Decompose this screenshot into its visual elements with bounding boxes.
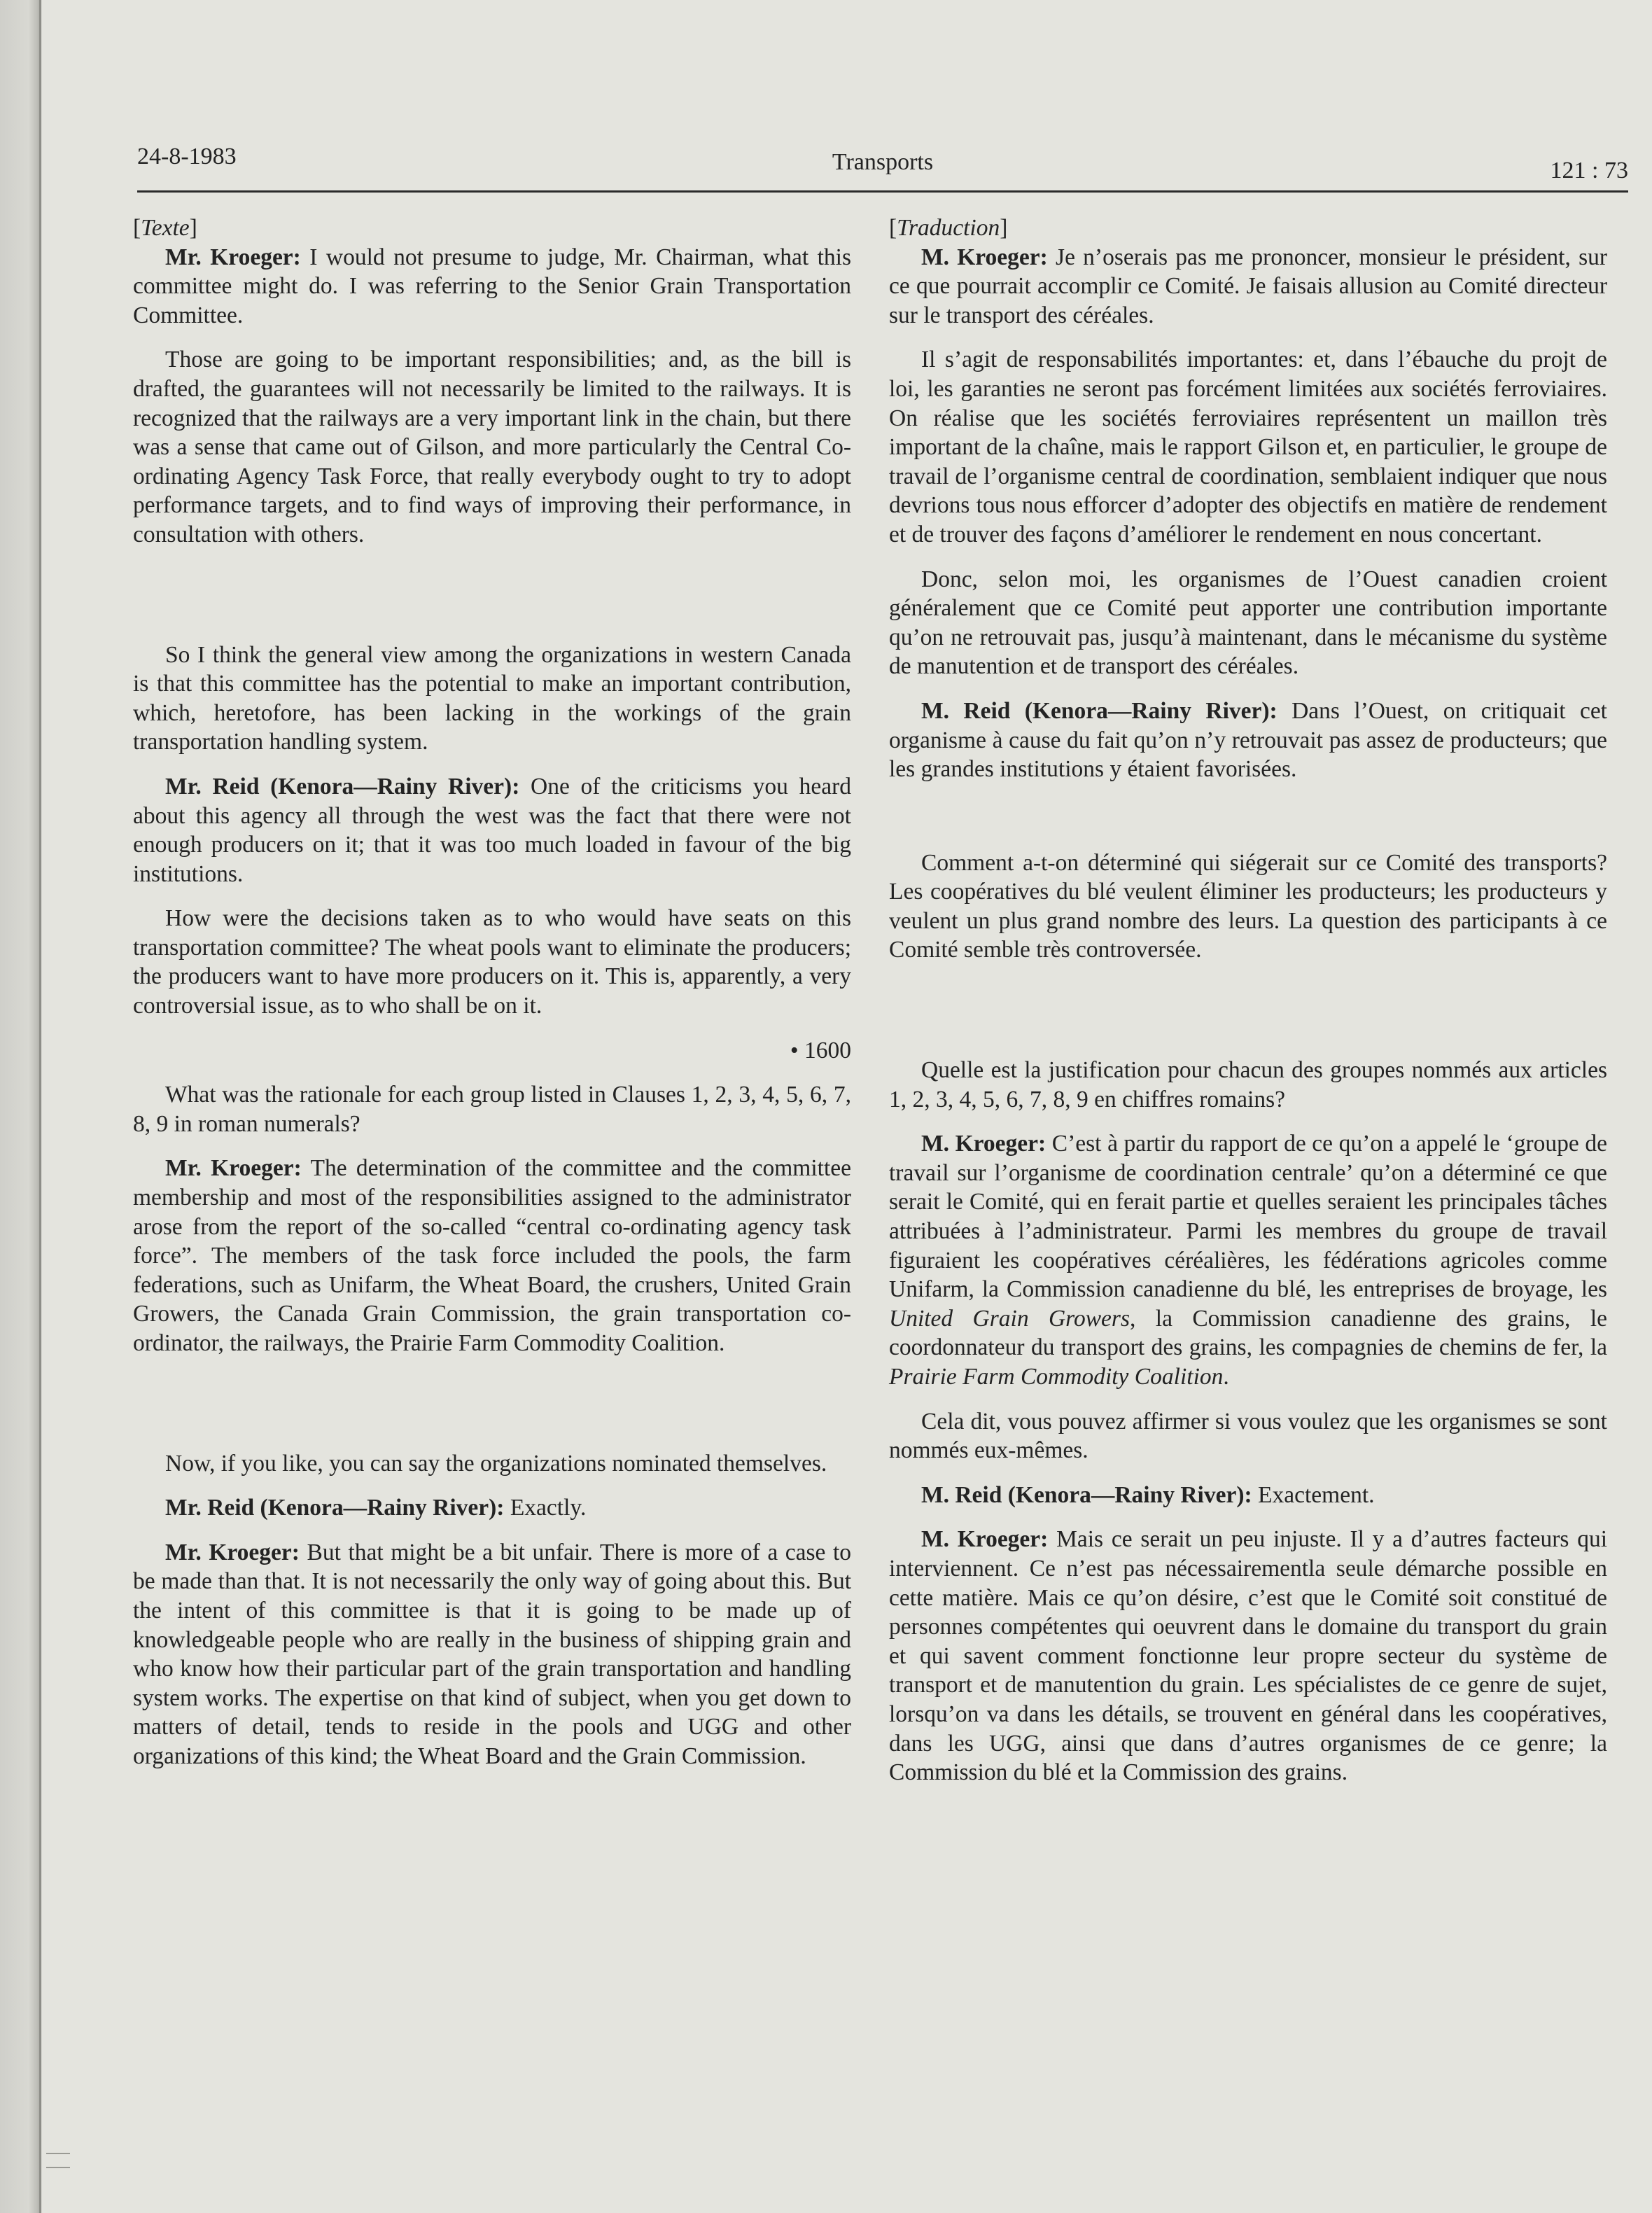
en-paragraph-10: Mr. Kroeger: But that might be a bit unfair. There is more of a case to be made than that. It is not necessarily the only way of going about this. But the intent of this committee is that it is going to be made up of knowledgeable people who are really in the business of shipping grain and who know how their particular part of the grain transportation and handling system works. The expertise on that kind of subject, when you get down to matters of detail, tends to reside in the pools and UGG and other organizations of this kind; the Wheat Board and the Grain Commission. (133, 1539, 852, 1769)
section-tag-traduction: [Traduction] (889, 215, 1008, 241)
header-date: 24-8-1983 (137, 144, 237, 169)
speaker-name: Mr. Reid (Kenora—Rainy River): (165, 773, 520, 800)
speaker-name: M. Reid (Kenora—Rainy River): (921, 697, 1278, 724)
fr-paragraph-8: Cela dit, vous pouvez affirmer si vous voulez que les organismes se sont nommés eux-mêmes. (889, 1408, 1607, 1464)
english-column (133, 214, 851, 1771)
binding-mark (46, 2153, 70, 2168)
en-paragraph-3: So I think the general view among the organizations in western Canada is that this committee has the potential to make an important contribution, which, heretofore, has been lacking in the workings of the grain transportation handling system. (133, 641, 851, 755)
en-paragraph-7: Mr. Kroeger: The determination of the committee and the committee membership and most of the responsibilities assigned to the administrator arose from the report of the so-called “central co-ordinating agency task force”. The members of the task force included the pools, the farm federations, such as Unifarm, the Wheat Board, the crushers, United Grain Growers, the Canada Grain Commission, the grain transportation co-ordinator, the railways, the Prairie Farm Commodity Coalition. (133, 1155, 851, 1356)
speaker-name: M. Reid (Kenora—Rainy River): (921, 1481, 1252, 1508)
page-header (137, 144, 1628, 193)
fr-paragraph-6: Quelle est la justification pour chacun des groupes nommés aux articles 1, 2, 3, 4, 5, 6, 7, 8, 9 en chiffres romains? (889, 1057, 1607, 1112)
en-paragraph-6: What was the rationale for each group listed in Clauses 1, 2, 3, 4, 5, 6, 7, 8, 9 in roman numerals? (133, 1082, 851, 1137)
speaker-name: Mr. Reid (Kenora—Rainy River): (165, 1495, 505, 1521)
speaker-name: Mr. Kroeger: (165, 1155, 302, 1182)
fr-paragraph-9: M. Reid (Kenora—Rainy River): Exactement. (921, 1481, 1375, 1508)
fr-paragraph-3: Donc, selon moi, les organismes de l’Ouest canadien croient généralement que ce Comité peut apporter une contribution importante qu’on ne retrouvait pas, jusqu’à maintenant, dans le mécanisme du système de manutention et de transport des céréales. (889, 566, 1607, 680)
binding-line (39, 0, 41, 2213)
time-marker: • 1600 (790, 1037, 851, 1063)
binding-edge (0, 0, 41, 2213)
speaker-name: M. Kroeger: (921, 244, 1048, 270)
section-tag-text: [Texte] (133, 215, 197, 241)
fr-paragraph-7: M. Kroeger: C’est à partir du rapport de ce qu’on a appelé le ‘groupe de travail sur l’organisme de coordination centrale’ qu’on a déterminé ce que serait le Comité, qui en ferait partie et quelles seraient les principales tâches attribuées à l’administrateur. Parmi les membres du groupe de travail figuraient les coopératives céréalières, les fédérations agricoles comme Unifarm, la Commission canadienne du blé, les entreprises de broyage, les United Grain Growers, la Commission canadienne des grains, le coordonnateur du transport des grains, les compagnies de chemins de fer, la Prairie Farm Commodity Coalition. (889, 1131, 1607, 1390)
en-paragraph-8: Now, if you like, you can say the organizations nominated themselves. (165, 1450, 827, 1477)
en-paragraph-9: Mr. Reid (Kenora—Rainy River): Exactly. (165, 1495, 587, 1521)
en-paragraph-2: Those are going to be important responsibilities; and, as the bill is drafted, the guarantees will not necessarily be limited to the railways. It is recognized that the railways are a very important link in the chain, but there was a sense that came out of Gilson, and more particularly the Central Co-ordinating Agency Task Force, that really everybody ought to try to adopt performance targets, and to find ways of improving their performance, in consultation with others. (133, 347, 851, 547)
fr-paragraph-5: Comment a-t-on déterminé qui siégerait sur ce Comité des transports? Les coopératives du blé veulent éliminer les producteurs; les producteurs y veulent un plus grand nombre des leurs. La question des participants à ce Comité semble très controversée. (889, 849, 1607, 963)
fr-paragraph-2: Il s’agit de responsabilités importantes: et, dans l’ébauche du projt de loi, les garanties ne seront pas forcément limitées aux sociétés ferroviaires. On réalise que les sociétés ferroviaires représentent un maillon très important de la chaîne, mais le rapport Gilson et, en particulier, le groupe de travail de l’organisme central de coordination, semblaient indiquer que nous devrions tous nous efforcer d’adopter des objectifs en matière de rendement et de trouver des façons d’améliorer le rendement en nous concertant. (889, 347, 1607, 547)
en-paragraph-1: Mr. Kroeger: I would not presume to judge, Mr. Chairman, what this committee might do. I was referring to the Senior Grain Transportation Committee. (133, 244, 852, 328)
fr-paragraph-10: M. Kroeger: Mais ce serait un peu injuste. Il y a d’autres facteurs qui interviennent. Ce n’est pas nécessairementla seule démarche possible en cette matière. Mais ce qu’on désire, c’est que le Comité soit constitué de personnes compétentes qui oeuvrent dans le domaine du transport du grain et qui savent comment fonctionne leur propre secteur du système de transport et de manutention du grain. Les spécialistes de ce genre de sujet, lorsqu’on va dans les détails, se trouvent en général dans les coopératives, dans les UGG, ainsi que dans d’autres organismes de ce genre; la Commission du blé et la Commission des grains. (889, 1526, 1608, 1786)
fr-paragraph-4: M. Reid (Kenora—Rainy River): Dans l’Ouest, on critiquait cet organisme à cause du fait qu’on n’y retrouvait pas assez de producteurs; que les grandes institutions y étaient favorisées. (889, 697, 1607, 783)
italic-organization: United Grain Growers (889, 1305, 1130, 1332)
speaker-name: Mr. Kroeger: (165, 1539, 300, 1565)
speaker-name: Mr. Kroeger: (165, 244, 301, 270)
header-title: Transports (832, 149, 934, 175)
speaker-name: M. Kroeger: (921, 1526, 1049, 1553)
header-rule (137, 190, 1628, 193)
fr-paragraph-1: M. Kroeger: Je n’oserais pas me prononcer, monsieur le président, sur ce que pourrait accomplir ce Comité. Je faisais allusion au Comité directeur sur le transport des céréales. (889, 244, 1608, 328)
speaker-name: M. Kroeger: (921, 1131, 1046, 1157)
italic-organization: Prairie Farm Commodity Coalition (889, 1364, 1224, 1390)
header-page-number: 121 : 73 (1550, 158, 1628, 183)
en-paragraph-4: Mr. Reid (Kenora—Rainy River): One of the criticisms you heard about this agency all through the west was the fact that there were not enough producers on it; that it was too much loaded in favour of the big institutions. (133, 773, 851, 887)
french-column (889, 214, 1607, 1787)
en-paragraph-5: How were the decisions taken as to who would have seats on this transportation committee? The wheat pools want to eliminate the producers; the producers want to have more producers on it. This is, apparently, a very controversial issue, as to who shall be on it. (133, 905, 851, 1019)
